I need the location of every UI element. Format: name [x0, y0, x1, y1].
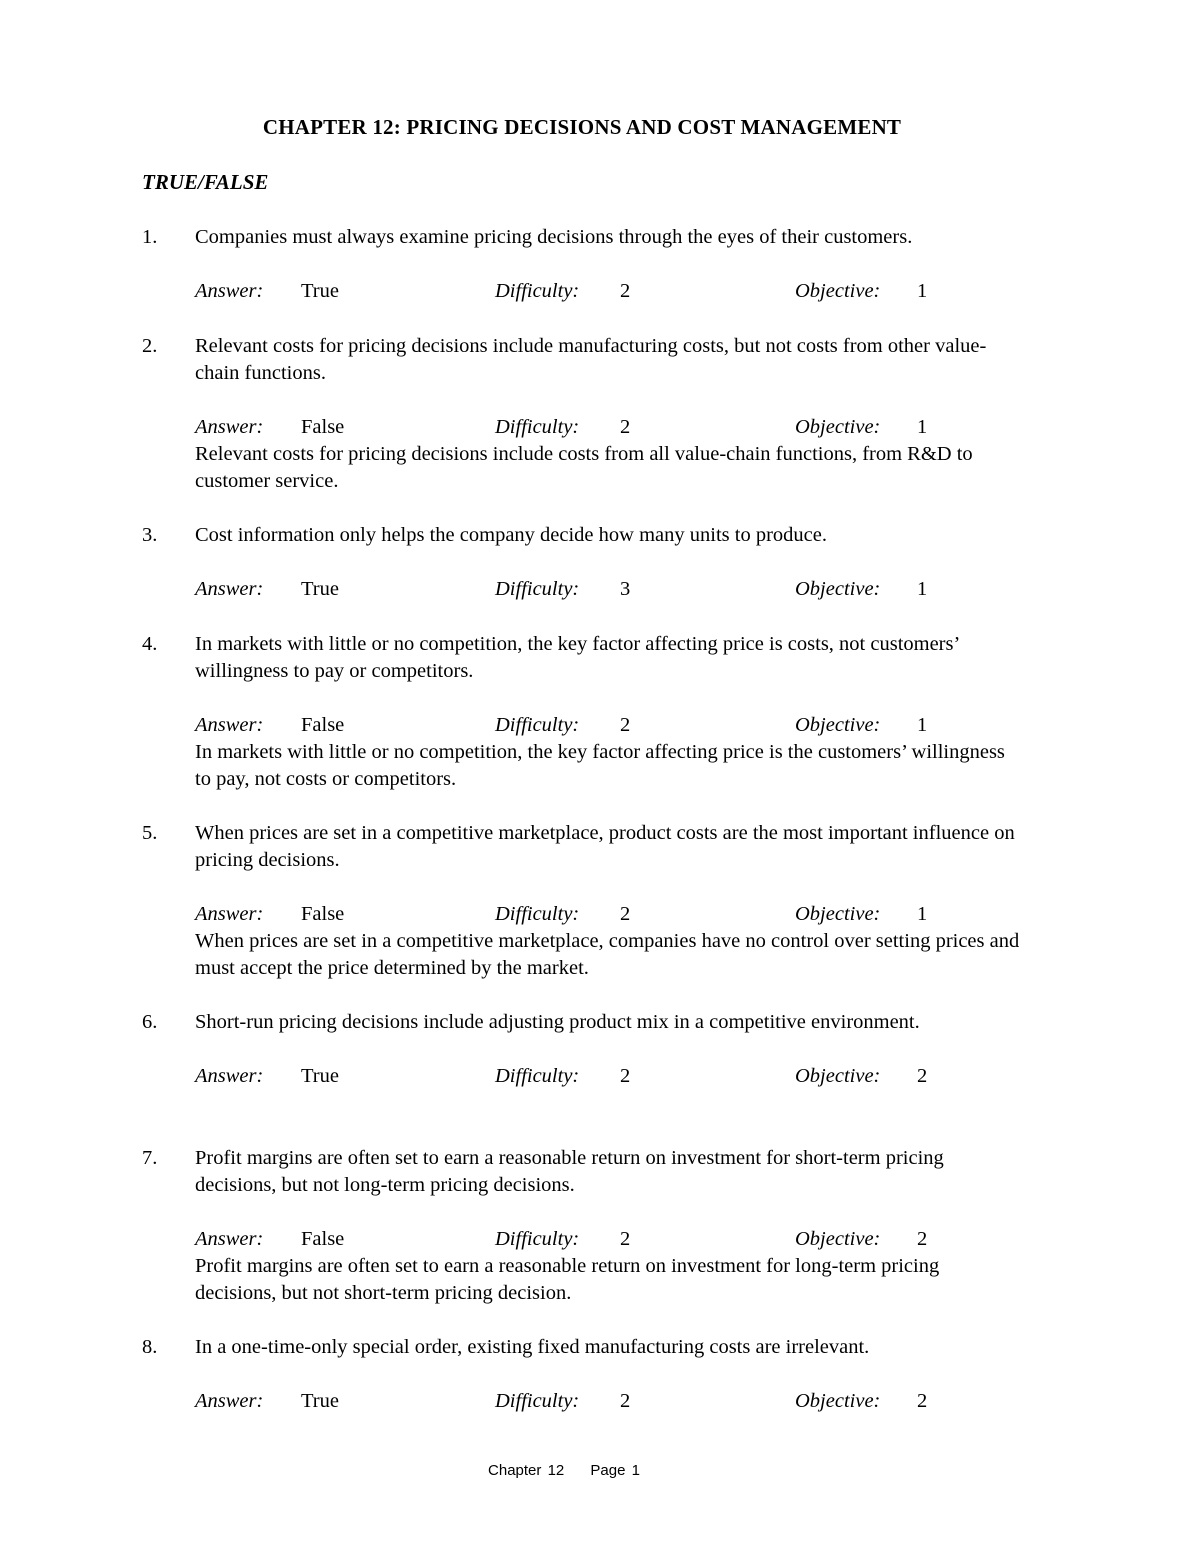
answer-label: Answer: — [195, 1065, 264, 1087]
chapter-title: CHAPTER 12: PRICING DECISIONS AND COST MANAGEMENT — [262, 115, 902, 139]
question-item — [142, 1145, 1022, 1307]
footer-chapter: Chapter 12 — [488, 1462, 565, 1479]
objective-value: 1 — [917, 280, 928, 302]
objective-value: 1 — [917, 578, 928, 600]
answer-meta — [195, 1388, 1022, 1415]
difficulty-value: 2 — [620, 1390, 631, 1412]
question-text: In markets with little or no competition, the key factor affecting price is costs, not customers’ willingness to pay or competitors. — [195, 633, 959, 682]
difficulty-label: Difficulty: — [495, 280, 580, 302]
difficulty-label: Difficulty: — [495, 714, 580, 736]
question-number: 6. — [142, 1011, 158, 1033]
difficulty-label: Difficulty: — [495, 578, 580, 600]
objective-label: Objective: — [795, 1065, 881, 1087]
answer-value: True — [301, 280, 339, 302]
question-number: 1. — [142, 226, 158, 248]
answer-meta — [195, 712, 1022, 739]
answer-label: Answer: — [195, 416, 264, 438]
difficulty-label: Difficulty: — [495, 1390, 580, 1412]
answer-meta — [195, 1226, 1022, 1253]
footer-page-number: Page 1 — [590, 1462, 640, 1479]
objective-label: Objective: — [795, 1390, 881, 1412]
answer-label: Answer: — [195, 578, 264, 600]
objective-label: Objective: — [795, 578, 881, 600]
question-text: Companies must always examine pricing decisions through the eyes of their customers. — [195, 226, 913, 248]
answer-value: True — [301, 1390, 339, 1412]
answer-explanation: Relevant costs for pricing decisions include costs from all value-chain functions, from R&D to customer service. — [195, 443, 973, 492]
difficulty-value: 2 — [620, 903, 631, 925]
difficulty-value: 3 — [620, 578, 631, 600]
objective-label: Objective: — [795, 416, 881, 438]
question-item — [142, 631, 1022, 793]
difficulty-value: 2 — [620, 416, 631, 438]
question-number: 7. — [142, 1147, 158, 1169]
page-footer — [0, 1462, 1128, 1479]
question-text: When prices are set in a competitive marketplace, product costs are the most important influence on pricing decisions. — [195, 822, 1015, 871]
answer-meta — [195, 576, 1022, 603]
objective-value: 1 — [917, 416, 928, 438]
answer-explanation: Profit margins are often set to earn a reasonable return on investment for long-term pricing decisions, but not short-term pricing decision. — [195, 1255, 940, 1304]
difficulty-value: 2 — [620, 1065, 631, 1087]
question-item — [142, 522, 1022, 603]
question-item — [142, 1334, 1022, 1415]
difficulty-label: Difficulty: — [495, 1228, 580, 1250]
objective-value: 2 — [917, 1065, 928, 1087]
objective-label: Objective: — [795, 1228, 881, 1250]
question-number: 3. — [142, 524, 158, 546]
difficulty-value: 2 — [620, 1228, 631, 1250]
difficulty-value: 2 — [620, 280, 631, 302]
difficulty-label: Difficulty: — [495, 1065, 580, 1087]
question-text: Profit margins are often set to earn a reasonable return on investment for short-term pricing decisions, but not long-term pricing decisions. — [195, 1147, 944, 1196]
section-heading: TRUE/FALSE — [142, 170, 269, 194]
question-text: Short-run pricing decisions include adjusting product mix in a competitive environment. — [195, 1011, 920, 1033]
answer-label: Answer: — [195, 714, 264, 736]
question-text: Cost information only helps the company decide how many units to produce. — [195, 524, 827, 546]
answer-label: Answer: — [195, 1228, 264, 1250]
question-item — [142, 1009, 1022, 1090]
answer-value: False — [301, 714, 345, 736]
objective-label: Objective: — [795, 280, 881, 302]
answer-value: True — [301, 578, 339, 600]
objective-value: 2 — [917, 1228, 928, 1250]
question-number: 5. — [142, 822, 158, 844]
answer-value: True — [301, 1065, 339, 1087]
question-number: 4. — [142, 633, 158, 655]
objective-label: Objective: — [795, 714, 881, 736]
answer-explanation: When prices are set in a competitive marketplace, companies have no control over setting prices and must accept the price determined by the market. — [195, 930, 1020, 979]
answer-value: False — [301, 416, 345, 438]
question-text: In a one-time-only special order, existing fixed manufacturing costs are irrelevant. — [195, 1336, 870, 1358]
question-item — [142, 224, 1022, 305]
answer-meta — [195, 1063, 1022, 1090]
difficulty-value: 2 — [620, 714, 631, 736]
difficulty-label: Difficulty: — [495, 416, 580, 438]
answer-label: Answer: — [195, 1390, 264, 1412]
question-number: 8. — [142, 1336, 158, 1358]
answer-label: Answer: — [195, 903, 264, 925]
answer-meta — [195, 901, 1022, 928]
objective-label: Objective: — [795, 903, 881, 925]
question-item — [142, 820, 1022, 982]
answer-label: Answer: — [195, 280, 264, 302]
answer-value: False — [301, 1228, 345, 1250]
difficulty-label: Difficulty: — [495, 903, 580, 925]
answer-meta — [195, 278, 1022, 305]
question-number: 2. — [142, 335, 158, 357]
objective-value: 2 — [917, 1390, 928, 1412]
answer-meta — [195, 414, 1022, 441]
answer-explanation: In markets with little or no competition, the key factor affecting price is the customers’ willingness to pay, not costs or competitors. — [195, 741, 1005, 790]
answer-value: False — [301, 903, 345, 925]
question-item — [142, 333, 1022, 495]
question-text: Relevant costs for pricing decisions include manufacturing costs, but not costs from other value-chain functions. — [195, 335, 987, 384]
objective-value: 1 — [917, 714, 928, 736]
objective-value: 1 — [917, 903, 928, 925]
